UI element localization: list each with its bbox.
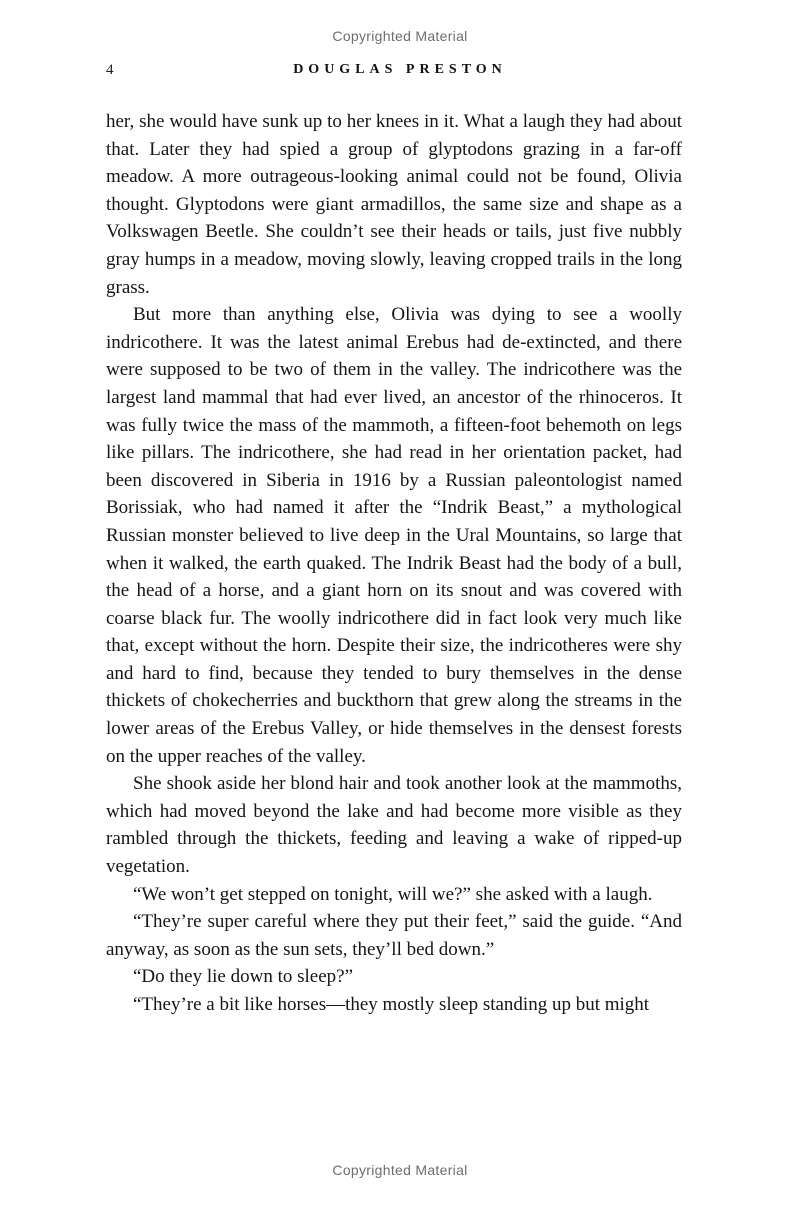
paragraph: But more than anything else, Olivia was dying to see a woolly indricothere. It was the latest animal Erebus had de-extincted, and there were supposed to be two of them in the valley. The indricothere was the largest land mammal that had ever lived, an ancestor of the rhinoceros. It was fully twice the mass of the mammoth, a fifteen-foot behemoth on legs like pillars. The indricothere, she had read in her orientation packet, had been discovered in Siberia in 1916 by a Russian paleontologist named Borissiak, who had named it after the “Indrik Beast,” a mythological Russian monster believed to live deep in the Ural Mountains, so large that when it walked, the earth quaked. The Indrik Beast had the body of a bull, the head of a horse, and a giant horn on its snout and was covered with coarse black fur. The woolly indricothere did in fact look very much like that, except without the horn. Despite their size, the indricotheres were shy and hard to find, because they tended to bury themselves in the dense thickets of chokecherries and buckthorn that grew along the streams in the lower areas of the Erebus Valley, or hide themselves in the densest forests on the upper reaches of the valley. (106, 304, 682, 767)
page-number: 4 (106, 62, 114, 78)
paragraph: her, she would have sunk up to her knees in it. What a laugh they had about that. Later they had spied a group of glyptodons grazing in a far-off meadow. A more outrageous-looking animal could not be found, Olivia thought. Glyptodons were giant armadillos, the same size and shape as a Volkswagen Beetle. She couldn’t see their heads or tails, just five nubbly gray humps in a meadow, moving slowly, leaving cropped trails in the long grass. (106, 111, 682, 298)
paragraph: She shook aside her blond hair and took another look at the mammoths, which had moved beyond the lake and had become more visible as they rambled through the thickets, feeding and leaving a wake of ripped-up vegetation. (106, 773, 682, 878)
paragraph: “They’re a bit like horses—they mostly sleep standing up but might (133, 994, 650, 1015)
book-body-text (106, 108, 682, 1019)
top-copyright-notice: Copyrighted Material (332, 28, 468, 44)
paragraph: “We won’t get stepped on tonight, will we?” she asked with a laugh. (133, 883, 653, 905)
paragraph: “They’re super careful where they put their feet,” said the guide. “And anyway, as soon as the sun sets, they’ll bed down.” (106, 911, 682, 960)
paragraph: “Do they lie down to sleep?” (133, 966, 354, 988)
running-header-author: DOUGLAS PRESTON (293, 62, 507, 77)
page-header (0, 62, 800, 82)
bottom-copyright-notice: Copyrighted Material (332, 1162, 468, 1178)
